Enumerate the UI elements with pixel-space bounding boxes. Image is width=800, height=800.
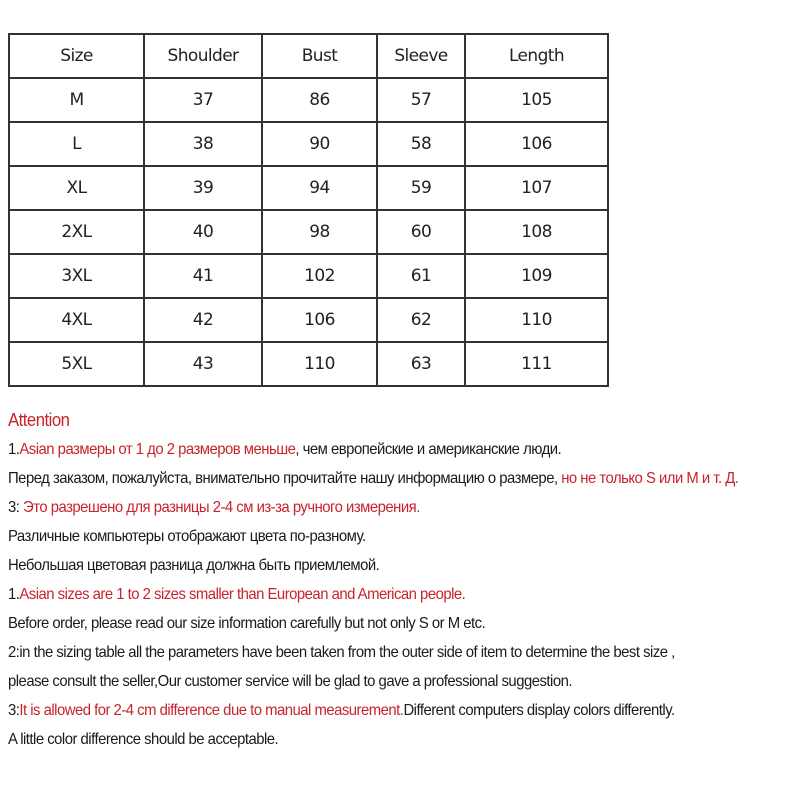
cell-shoulder: 42 — [144, 298, 262, 342]
cell-length: 111 — [465, 342, 608, 386]
note-line-en-6 — [8, 725, 745, 754]
cell-sleeve: 60 — [377, 210, 465, 254]
cell-bust: 98 — [262, 210, 377, 254]
header-shoulder: Shoulder — [144, 34, 262, 78]
note-text-highlight: но не только S или M и т. Д. — [561, 470, 739, 487]
cell-sleeve: 61 — [377, 254, 465, 298]
cell-length: 105 — [465, 78, 608, 122]
cell-sleeve: 63 — [377, 342, 465, 386]
cell-shoulder: 37 — [144, 78, 262, 122]
cell-size: XL — [9, 166, 144, 210]
table-row — [9, 254, 608, 298]
note-text-highlight: Это разрешено для разницы 2-4 см из-за ручного измерения. — [23, 499, 420, 516]
table-row — [9, 122, 608, 166]
note-text: Небольшая цветовая разница должна быть приемлемой. — [8, 557, 380, 574]
note-line-ru-1 — [8, 435, 745, 464]
note-line-en-2 — [8, 609, 745, 638]
cell-sleeve: 58 — [377, 122, 465, 166]
note-line-ru-2 — [8, 464, 745, 493]
cell-length: 109 — [465, 254, 608, 298]
cell-bust: 86 — [262, 78, 377, 122]
cell-length: 106 — [465, 122, 608, 166]
cell-shoulder: 43 — [144, 342, 262, 386]
note-text: 1. — [8, 441, 20, 458]
note-text-highlight: It is allowed for 2-4 cm difference due to manual measurement. — [19, 702, 404, 719]
cell-shoulder: 41 — [144, 254, 262, 298]
note-line-en-5 — [8, 696, 745, 725]
note-text: Различные компьютеры отображают цвета по-разному. — [8, 528, 366, 545]
size-chart-table — [8, 33, 609, 387]
attention-notes — [8, 406, 745, 754]
note-line-en-1 — [8, 580, 745, 609]
note-text: , чем европейские и американские люди. — [295, 441, 562, 458]
cell-size: M — [9, 78, 144, 122]
table-row — [9, 166, 608, 210]
cell-shoulder: 38 — [144, 122, 262, 166]
table-header-row — [9, 34, 608, 78]
note-line-ru-3 — [8, 493, 745, 522]
note-text: Before order, please read our size information carefully but not only S or M etc. — [8, 615, 486, 632]
note-text: 2:in the sizing table all the parameters have been taken from the outer side of item to determine the best size , — [8, 644, 675, 661]
cell-length: 110 — [465, 298, 608, 342]
cell-size: 3XL — [9, 254, 144, 298]
cell-size: 5XL — [9, 342, 144, 386]
cell-bust: 102 — [262, 254, 377, 298]
cell-length: 107 — [465, 166, 608, 210]
table-row — [9, 298, 608, 342]
header-bust: Bust — [262, 34, 377, 78]
note-line-ru-5 — [8, 551, 745, 580]
attention-heading: Attention — [8, 410, 70, 430]
cell-length: 108 — [465, 210, 608, 254]
note-line-ru-4 — [8, 522, 745, 551]
note-text: Different computers display colors differently. — [403, 702, 675, 719]
cell-size: L — [9, 122, 144, 166]
cell-shoulder: 39 — [144, 166, 262, 210]
cell-size: 4XL — [9, 298, 144, 342]
note-text-highlight: Asian sizes are 1 to 2 sizes smaller than European and American people. — [19, 586, 466, 603]
header-size: Size — [9, 34, 144, 78]
table-row — [9, 210, 608, 254]
cell-bust: 94 — [262, 166, 377, 210]
note-text: Перед заказом, пожалуйста, внимательно прочитайте нашу информацию о размере, — [8, 470, 562, 487]
note-text: please consult the seller,Our customer service will be glad to gave a professional suggestion. — [8, 673, 572, 690]
note-text: 1. — [8, 586, 20, 603]
cell-size: 2XL — [9, 210, 144, 254]
note-line-en-3 — [8, 638, 745, 667]
cell-shoulder: 40 — [144, 210, 262, 254]
table-row — [9, 78, 608, 122]
note-text: A little color difference should be acceptable. — [8, 731, 279, 748]
table-row — [9, 342, 608, 386]
note-text: 3: — [8, 499, 24, 516]
note-line-en-4 — [8, 667, 745, 696]
note-text-highlight: Asian размеры от 1 до 2 размеров меньше — [19, 441, 296, 458]
cell-bust: 106 — [262, 298, 377, 342]
header-length: Length — [465, 34, 608, 78]
cell-sleeve: 62 — [377, 298, 465, 342]
header-sleeve: Sleeve — [377, 34, 465, 78]
note-text: 3: — [8, 702, 20, 719]
cell-sleeve: 57 — [377, 78, 465, 122]
cell-bust: 90 — [262, 122, 377, 166]
cell-sleeve: 59 — [377, 166, 465, 210]
cell-bust: 110 — [262, 342, 377, 386]
